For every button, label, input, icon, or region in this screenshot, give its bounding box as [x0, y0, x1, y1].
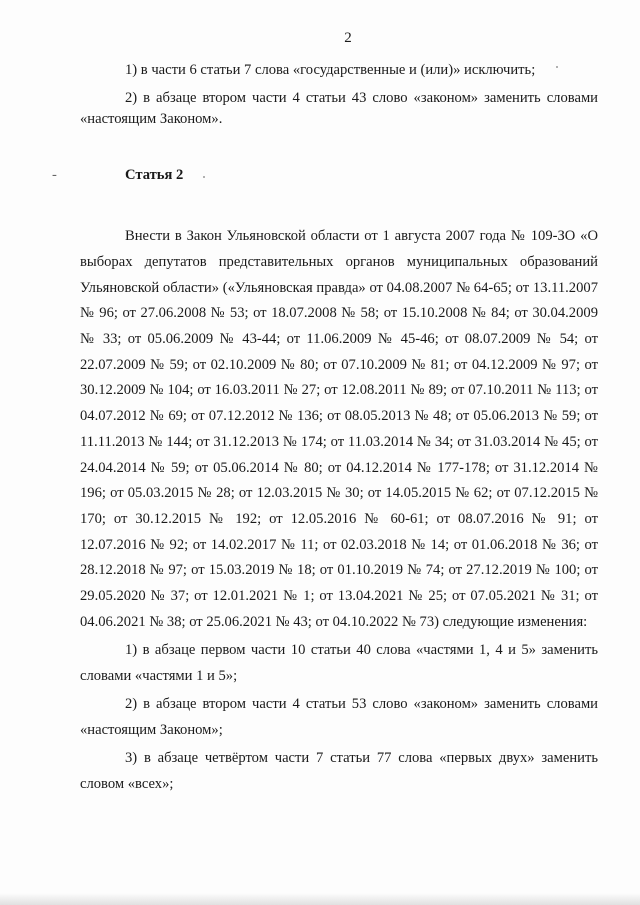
article-body: Внести в Закон Ульяновской области от 1 августа 2007 года № 109-ЗО «О выборах депутатов представительных органов муниципальных образований Ульяновской области» («Ульяновская правда» от 04.08.2007 № 64-65; от 13.11.2007 № 96; от 27.06.2008 № 53; от 18.07.2008 № 58; от 15.10.2008 № 84; от 30.04.2009 № 33; от 05.06.2009 № 43-44; от 11.06.2009 № 45-46; от 08.07.2009 № 54; от 22.07.2009 № 59; от 02.10.2009 № 80; от 07.10.2009 № 81; от 04.12.2009 № 97; от 30.12.2009 № 104; от 16.03.2011 № 27; от 12.08.2011 № 89; от 07.10.2011 № 113; от 04.07.2012 № 69; от 07.12.2012 № 136; от 08.05.2013 № 48; от 05.06.2013 № 59; от 11.11.2013 № 144; от 31.12.2013 № 174; от 11.03.2014 № 34; от 31.03.2014 № 45; от 24.04.2014 № 59; от 05.06.2014 № 80; от 04.12.2014 № 177-178; от 31.12.2014 № 196; от 05.03.2015 № 28; от 12.03.2015 № 30; от 14.05.2015 № 62; от 07.12.2015 № 170; от 30.12.2015 № 192; от 12.05.2016 № 60-61; от 08.07.2016 № 91; от 12.07.2016 № 92; от 14.02.2017 № 11; от 02.03.2018 № 14; от 01.06.2018 № 36; от 28.12.2018 № 97; от 15.03.2019 № 18; от 01.10.2019 № 74; от 27.12.2019 № 100; от 29.05.2020 № 37; от 12.01.2021 № 1; от 13.04.2021 № 25; от 07.05.2021 № 31; от 04.06.2021 № 38; от 25.06.2021 № 43; от 04.10.2022 № 73) следующие изменения: — [80, 228, 598, 630]
article-item-2: 2) в абзаце втором части 4 статьи 53 слово «законом» заменить словами «настоящим Законом»; — [80, 696, 598, 739]
spacer — [80, 188, 598, 224]
document-body — [52, 58, 598, 797]
scan-bottom-edge — [0, 893, 640, 905]
intro-item-1: 1) в части 6 статьи 7 слова «государственные и (или)» исключить; — [125, 62, 536, 78]
scan-speck — [203, 176, 205, 178]
article-item-1: 1) в абзаце первом части 10 статьи 40 слова «частями 1, 4 и 5» заменить словами «частями 1 и 5»; — [80, 642, 598, 685]
scan-speck — [556, 66, 558, 68]
margin-dash-mark: - — [52, 166, 57, 183]
spacer — [80, 130, 598, 163]
article-item-3: 3) в абзаце четвёртом части 7 статьи 77 слова «первых двух» заменить словом «всех»; — [80, 750, 598, 793]
page-number: 2 — [344, 30, 352, 46]
article-heading-row — [52, 163, 598, 189]
article-heading: Статья 2 — [125, 166, 184, 183]
intro-item-2: 2) в абзаце втором части 4 статьи 43 слово «законом» заменить словами «настоящим Законом». — [80, 89, 598, 127]
